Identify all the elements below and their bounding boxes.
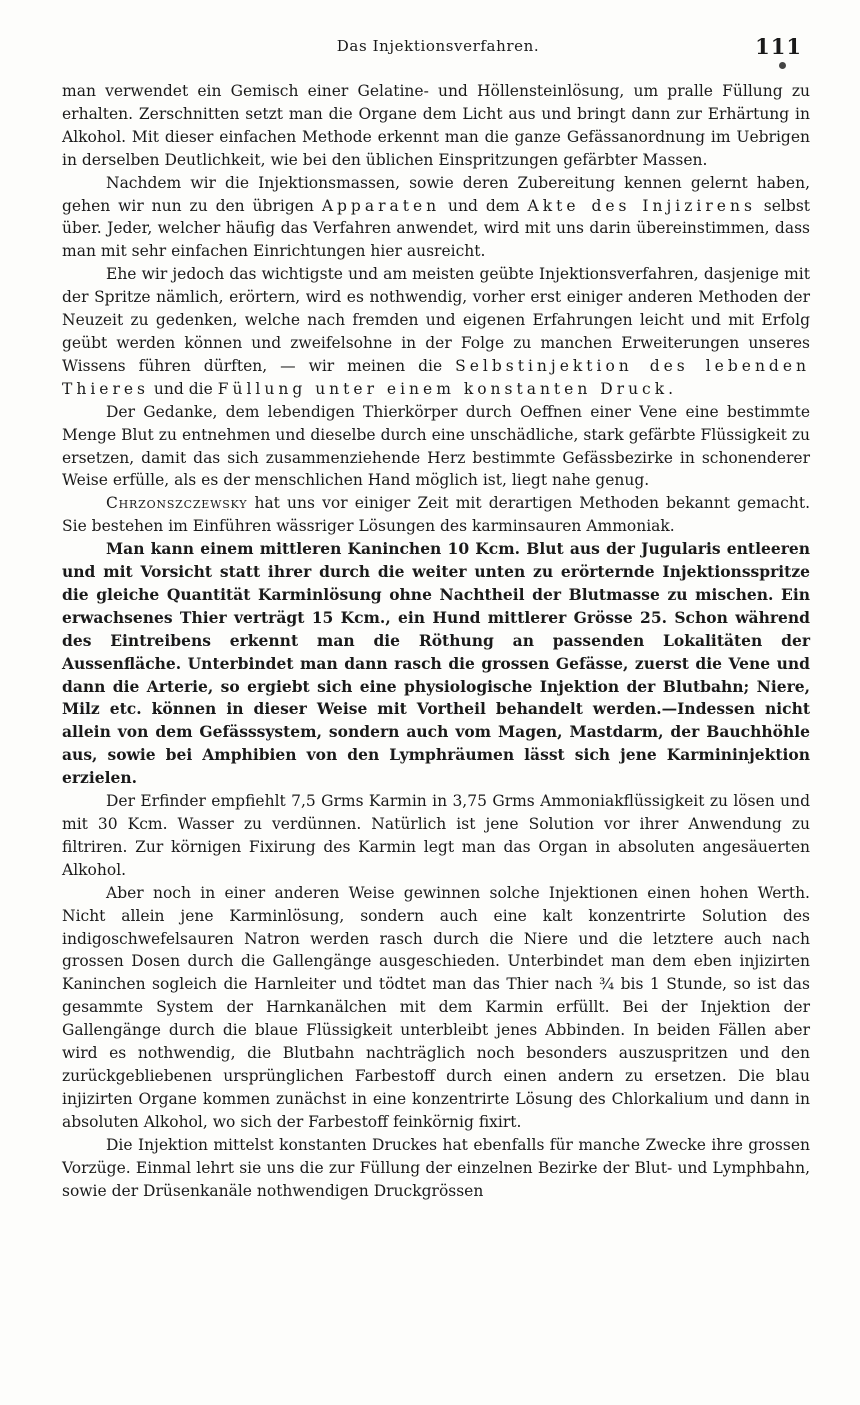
paragraph-7: Der Erfinder empfiehlt 7,5 Grms Karmin in 3,75 Grms Ammoniakflüssigkeit zu lösen und mit 30 Kcm. Wasser zu verdünnen. Natürlich ist jene Solution vor ihrer Anwendung zu filtriren. Zur körnigen Fixirung des Karmin legt man das Organ in absoluten angesäuerten Alkohol. xyxy=(62,792,810,879)
paragraph-2-text-c: und dem xyxy=(440,196,528,215)
paragraph-3-text-a: Ehe wir jedoch das wichtigste und am meisten geübte Injektionsverfahren, dasjenige mit der Spritze nämlich, erörtern, wird es nothwendig, vorher erst einiger anderen Methoden der Neuzeit zu gedenken, welche nach fremden und eigenen Erfahrungen leicht und mit Erfolg geübt werden können und zweifelsohne in der Folge zu manchen Erweiterungen unseres Wissens führen dürften, — wir meinen die xyxy=(62,265,810,375)
paragraph-9: Die Injektion mittelst konstanten Druckes hat ebenfalls für manche Zwecke ihre grossen Vorzüge. Einmal lehrt sie uns die zur Füllung der einzelnen Bezirke der Blut- und Lymphbahn, sowie der Drüsenkanäle nothwendigen Druckgrössen xyxy=(62,1135,810,1200)
spaced-term-apparaten: Apparaten xyxy=(321,196,441,215)
paragraph-3 xyxy=(62,263,810,400)
paragraph-1: man verwendet ein Gemisch einer Gelatine- und Höllensteinlösung, um pralle Füllung zu erhalten. Zerschnitten setzt man die Organe dem Licht aus und bringt dann zur Erhärtung in Alkohol. Mit dieser einfachen Methode erkennt man die ganze Gefässanordnung im Uebrigen in derselben Deutlichkeit, wie bei den üblichen Einspritzungen gefärbter Massen. xyxy=(62,82,810,169)
spaced-term-fuellung: Füllung unter einem konstanten Druck. xyxy=(217,379,678,398)
paragraph-6: Man kann einem mittleren Kaninchen 10 Kcm. Blut aus der Jugularis entleeren und mit Vorsicht statt ihrer durch die weiter unten zu erörternde Injektionsspritze die gleiche Quantität Karminlösung ohne Nachtheil der Blutmasse zu mischen. Ein erwachsenes Thier verträgt 15 Kcm., ein Hund mittlerer Grösse 25. Schon während des Eintreibens erkennt man die Röthung an passenden Lokalitäten der Aussenfläche. Unterbindet man dann rasch die grossen Gefässe, zuerst die Vene und dann die Arterie, so ergiebt sich eine physiologische Injektion der Blutbahn; Niere, Milz etc. können in dieser Weise mit Vortheil behandelt werden.—Indessen nicht allein von dem Gefässsystem, sondern auch vom Magen, Mastdarm, der Bauchhöhle aus, sowie bei Amphibien von den Lymphräumen lässt sich jene Karmininjektion erzielen. xyxy=(62,539,810,788)
paragraph-2 xyxy=(62,172,810,264)
ink-spot xyxy=(779,62,786,69)
paragraph-2-text-a: Nachdem wir die Injektionsmassen, sowie deren Zubereitung kennen gelernt haben, gehen wir nun zu den übrigen xyxy=(62,173,810,215)
paragraph-4: Der Gedanke, dem lebendigen Thierkörper durch Oeffnen einer Vene eine bestimmte Menge Blut zu entnehmen und dieselbe durch eine unschädliche, stark gefärbte Flüssigkeit zu ersetzen, damit das sich zusammenziehende Herz bestimmte Gefässbezirke in schonenderer Weise erfülle, als es der menschlichen Hand möglich ist, liegt nahe genug. xyxy=(62,402,810,490)
page-number: 111 xyxy=(755,34,802,59)
paragraph-3-text-c: und die xyxy=(149,379,218,398)
spaced-term-akte: Akte des Injizirens xyxy=(527,196,756,215)
running-title: Das Injektionsverfahren. xyxy=(336,37,540,55)
author-name: Chrzonszczewsky xyxy=(106,494,248,513)
spaced-term-selbstinjektion: Selbstinjektion des lebenden Thieres xyxy=(62,356,810,398)
paragraph-2-text-e: selbst über. Jeder, welcher häufig das Verfahren anwendet, wird mit uns darin übereinstimmen, dass man mit sehr einfachen Einrichtungen hier ausreicht. xyxy=(62,196,810,261)
running-head xyxy=(60,34,816,58)
body-text xyxy=(62,80,810,1202)
paragraph-5-text-b: hat uns vor einiger Zeit mit derartigen Methoden bekannt gemacht. Sie bestehen im Einführen wässriger Lösungen des karminsauren Ammoniak. xyxy=(62,494,810,536)
paragraph-5 xyxy=(62,492,810,538)
paragraph-8: Aber noch in einer anderen Weise gewinnen solche Injektionen einen hohen Werth. Nicht allein jene Karminlösung, sondern auch eine kalt konzentrirte Solution des indigoschwefelsauren Natron werden rasch durch die Niere und die letztere auch nach grossen Dosen durch die Gallengänge ausgeschieden. Unterbindet man dem eben injizirten Kaninchen sogleich die Harnleiter und tödtet man das Thier nach ¾ bis 1 Stunde, so ist das gesammte System der Harnkanälchen mit dem Karmin erfüllt. Bei der Injektion der Gallengänge durch die blaue Flüssigkeit unterbleibt jenes Abbinden. In beiden Fällen aber wird es nothwendig, die Blutbahn nachträglich noch besonders auszuspritzen und den zurückgebliebenen ursprünglichen Farbestoff durch einen andern zu ersetzen. Die blau injizirten Organe kommen zunächst in eine konzentrirte Lösung des Chlorkalium und dann in absoluten Alkohol, wo sich der Farbestoff feinkörnig fixirt. xyxy=(62,883,810,1131)
